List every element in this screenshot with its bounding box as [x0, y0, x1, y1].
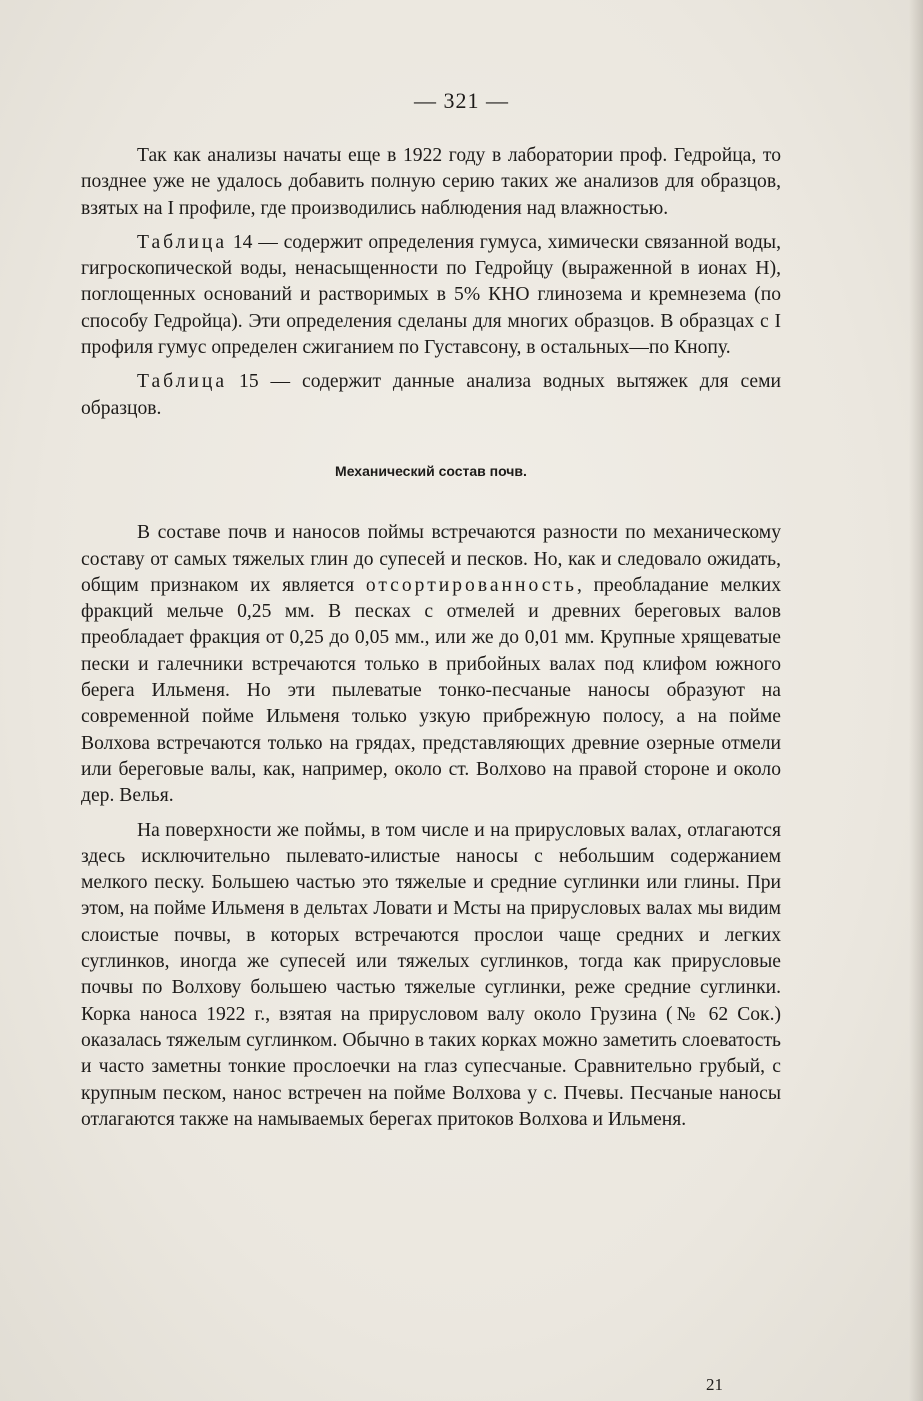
paragraph-table-15: [81, 369, 781, 422]
table-14-text: 14 — содержит определения гумуса, химически связанной воды, гигроскопической воды, ненасыщенности по Гедройцу (выраженной в ионах H), поглощенных оснований и растворимых в 5% КНО глинозема и кремнезема (по способу Гедройца). Эти определения сделаны для многих образцов. В образцах с I профиля гумус определен сжиганием по Густавсону, в остальных—по Кнопу.: [81, 231, 781, 359]
page-body: [81, 143, 781, 1141]
paragraph-floodplain-surface: На поверхности же поймы, в том числе и на прирусловых валах, отлагаются здесь исключительно пылевато-илистые наносы с небольшим содержанием мелкого песку. Большею частью это тяжелые и средние суглинки или глины. При этом, на пойме Ильменя в дельтах Ловати и Мсты на прирусловых валах мы видим слоистые почвы, в которых встречаются прослои чаще средних и легких суглинков, иногда же супесей или тяжелых суглинков, тогда как прирусловые почвы по Волхову большею частью тяжелые суглинки, реже средние суглинки. Корка наноса 1922 г., взятая на прирусловом валу около Грузина (№ 62 Сок.) оказалась тяжелым суглинком. Обычно в таких корках можно заметить слоеватость и часто заметны тонкие прослоечки на глаз супесчаные. Сравнительно грубый, с крупным песком, нанос встречен на пойме Волхова у с. Пчевы. Песчаные наносы отлагаются также на намываемых берегах притоков Волхова и Ильменя.: [81, 819, 781, 1130]
table-15-text: 15 — содержит данные анализа водных вытяжек для семи образцов.: [81, 371, 781, 419]
section-heading: Механический состав почв.: [335, 462, 527, 479]
signature-mark: 21: [706, 1375, 723, 1394]
paragraph-analysis-note: Так как анализы начаты еще в 1922 году в лаборатории проф. Гедройца, то позднее уже не удалось добавить полную серию таких же анализов для образцов, взятых на I профиле, где производились наблюдения над влажностью.: [81, 145, 781, 219]
soil-composition-text-a: В составе почв и наносов поймы встречаются разности по механическому составу от самых тяжелых глин до супесей и песков. Но, как и следовало ожидать, общим признаком их является: [81, 522, 781, 596]
table-15-lead: Таблица: [137, 371, 228, 393]
page-number: — 321 —: [414, 88, 509, 113]
paragraph-table-14: [81, 230, 781, 361]
paragraph-soil-composition: [81, 520, 781, 809]
table-14-lead: Таблица: [137, 231, 228, 253]
soil-composition-text-b: , преобладание мелких фракций мельче 0,25 мм. В песках с отмелей и древних береговых валов преобладает фракция от 0,25 до 0,05 мм., или же до 0,01 мм. Крупные хрящеватые пески и галечники встречаются только в прибойных валах под клифом южного берега Ильменя. Но эти пылеватые тонко-песчаные наносы образуют на современной пойме Ильменя только узкую прибрежную полосу, а на пойме Волхова встречаются только на грядах, представляющих древние озерные отмели или береговые валы, как, например, около ст. Волхово на правой стороне и около дер. Велья.: [81, 574, 782, 807]
soil-composition-emphasis: отсортированность: [365, 574, 577, 596]
page-edge-shadow: [909, 0, 923, 1401]
